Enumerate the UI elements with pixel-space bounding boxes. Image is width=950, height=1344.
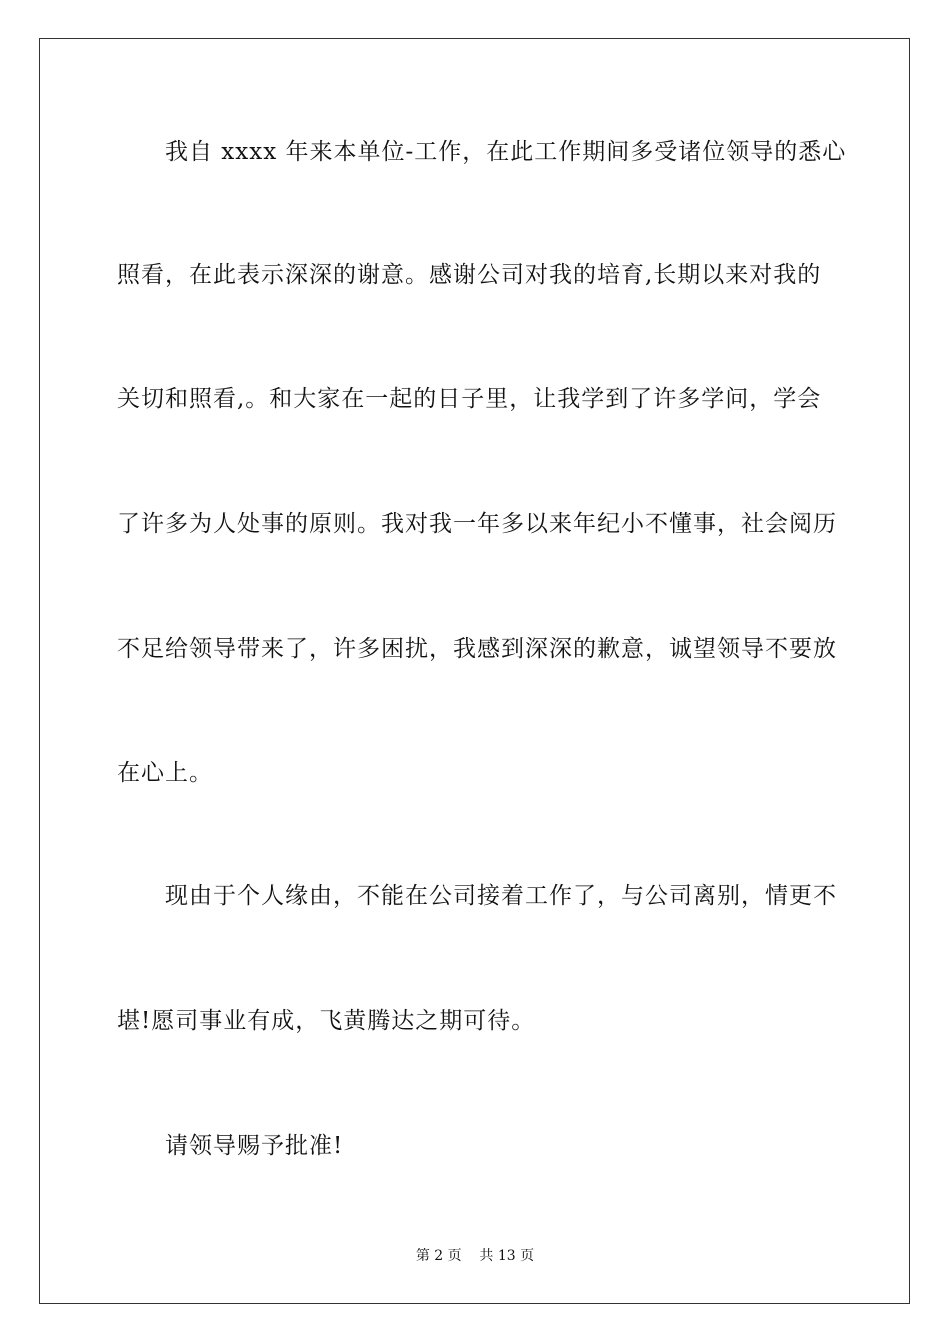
paragraph-line: 现由于个人缘由，不能在公司接着工作了，与公司离别，情更不 [165,883,837,909]
page-number-footer: 第 2 页 共 13 页 [415,1248,535,1264]
paragraph-line: 不足给领导带来了，许多困扰，我感到深深的歉意，诚望领导不要放 [117,636,837,662]
paragraph-line: 关切和照看,。和大家在一起的日子里，让我学到了许多学问，学会 [117,386,822,412]
paragraph-line: 在心上。 [117,760,213,786]
paragraph-line: 请领导赐予批准! [165,1133,344,1159]
page-border [39,38,910,1304]
paragraph-line: 我自 xxxx 年来本单位-工作，在此工作期间多受诸位领导的悉心 [165,139,847,165]
paragraph-line: 照看，在此表示深深的谢意。感谢公司对我的培育,长期以来对我的 [117,262,822,288]
paragraph-line: 堪!愿司事业有成，飞黄腾达之期可待。 [117,1008,536,1034]
paragraph-line: 了许多为人处事的原则。我对我一年多以来年纪小不懂事，社会阅历 [117,511,837,537]
